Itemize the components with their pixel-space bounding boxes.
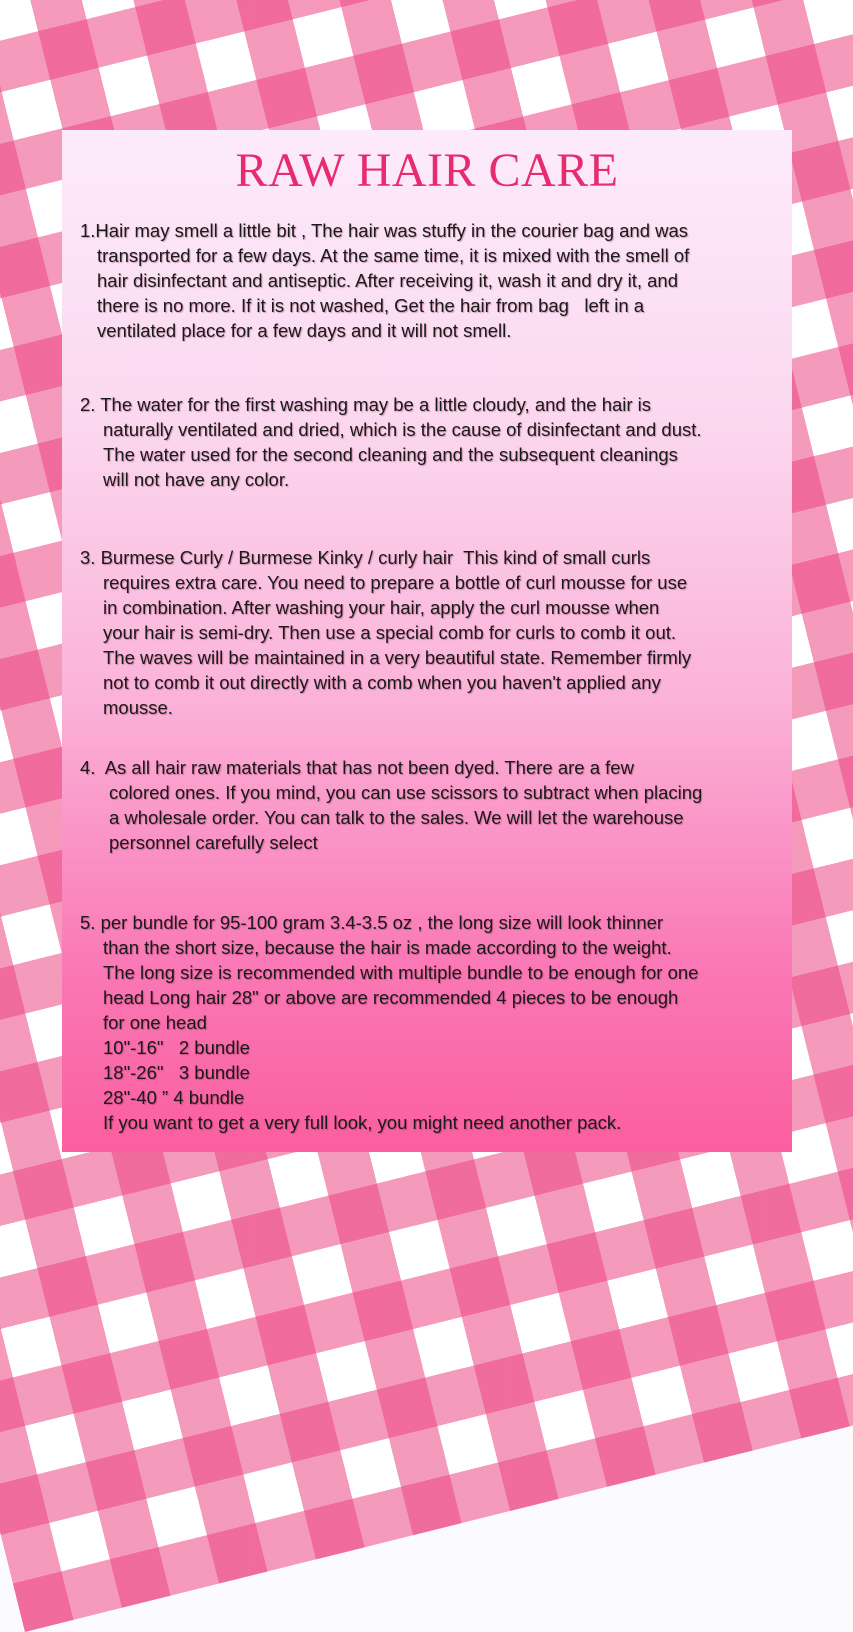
item-line: naturally ventilated and dried, which is the cause of disinfectant and dust. [103, 419, 702, 440]
item-line: 1.Hair may smell a little bit , The hair was stuffy in the courier bag and was [80, 220, 689, 241]
item-line: in combination. After washing your hair, apply the curl mousse when [103, 597, 660, 618]
item-line: If you want to get a very full look, you might need another pack. [103, 1112, 622, 1133]
item-line: mousse. [103, 697, 173, 718]
care-item-5 [80, 910, 780, 1135]
item-line: 4. As all hair raw materials that has not been dyed. There are a few [80, 757, 634, 778]
care-item-4 [80, 755, 780, 855]
item-line: The long size is recommended with multiple bundle to be enough for one [103, 962, 699, 983]
care-card [62, 130, 792, 1152]
care-item-3 [80, 545, 780, 720]
page-title: RAW HAIR CARE [235, 144, 619, 197]
item-line: transported for a few days. At the same time, it is mixed with the smell of [97, 245, 690, 266]
care-item-2 [80, 392, 780, 492]
item-line: requires extra care. You need to prepare a bottle of curl mousse for use [103, 572, 688, 593]
item-line: than the short size, because the hair is made according to the weight. [103, 937, 672, 958]
item-line: 5. per bundle for 95-100 gram 3.4-3.5 oz , the long size will look thinner [80, 912, 664, 933]
item-line: The waves will be maintained in a very beautiful state. Remember firmly [103, 647, 692, 668]
item-line: there is no more. If it is not washed, Get the hair from bag left in a [97, 295, 645, 316]
item-line: for one head [103, 1012, 207, 1033]
item-line: The water used for the second cleaning and the subsequent cleanings [103, 444, 678, 465]
item-line: ventilated place for a few days and it will not smell. [97, 320, 512, 341]
item-line: head Long hair 28" or above are recommended 4 pieces to be enough [103, 987, 679, 1008]
item-line: 2. The water for the first washing may be a little cloudy, and the hair is [80, 394, 652, 415]
care-item-1 [80, 218, 780, 343]
size-row: 10"-16" 2 bundle [103, 1037, 250, 1058]
item-line: your hair is semi-dry. Then use a special comb for curls to comb it out. [103, 622, 677, 643]
item-line: a wholesale order. You can talk to the sales. We will let the warehouse [109, 807, 684, 828]
item-line: will not have any color. [103, 469, 290, 490]
item-line: hair disinfectant and antiseptic. After receiving it, wash it and dry it, and [97, 270, 679, 291]
item-line: colored ones. If you mind, you can use scissors to subtract when placing [109, 782, 703, 803]
item-line: personnel carefully select [109, 832, 318, 853]
item-line: 3. Burmese Curly / Burmese Kinky / curly hair This kind of small curls [80, 547, 651, 568]
item-line: not to comb it out directly with a comb when you haven't applied any [103, 672, 661, 693]
size-row: 18"-26" 3 bundle [103, 1062, 250, 1083]
size-row: 28"-40 ” 4 bundle [103, 1087, 245, 1108]
